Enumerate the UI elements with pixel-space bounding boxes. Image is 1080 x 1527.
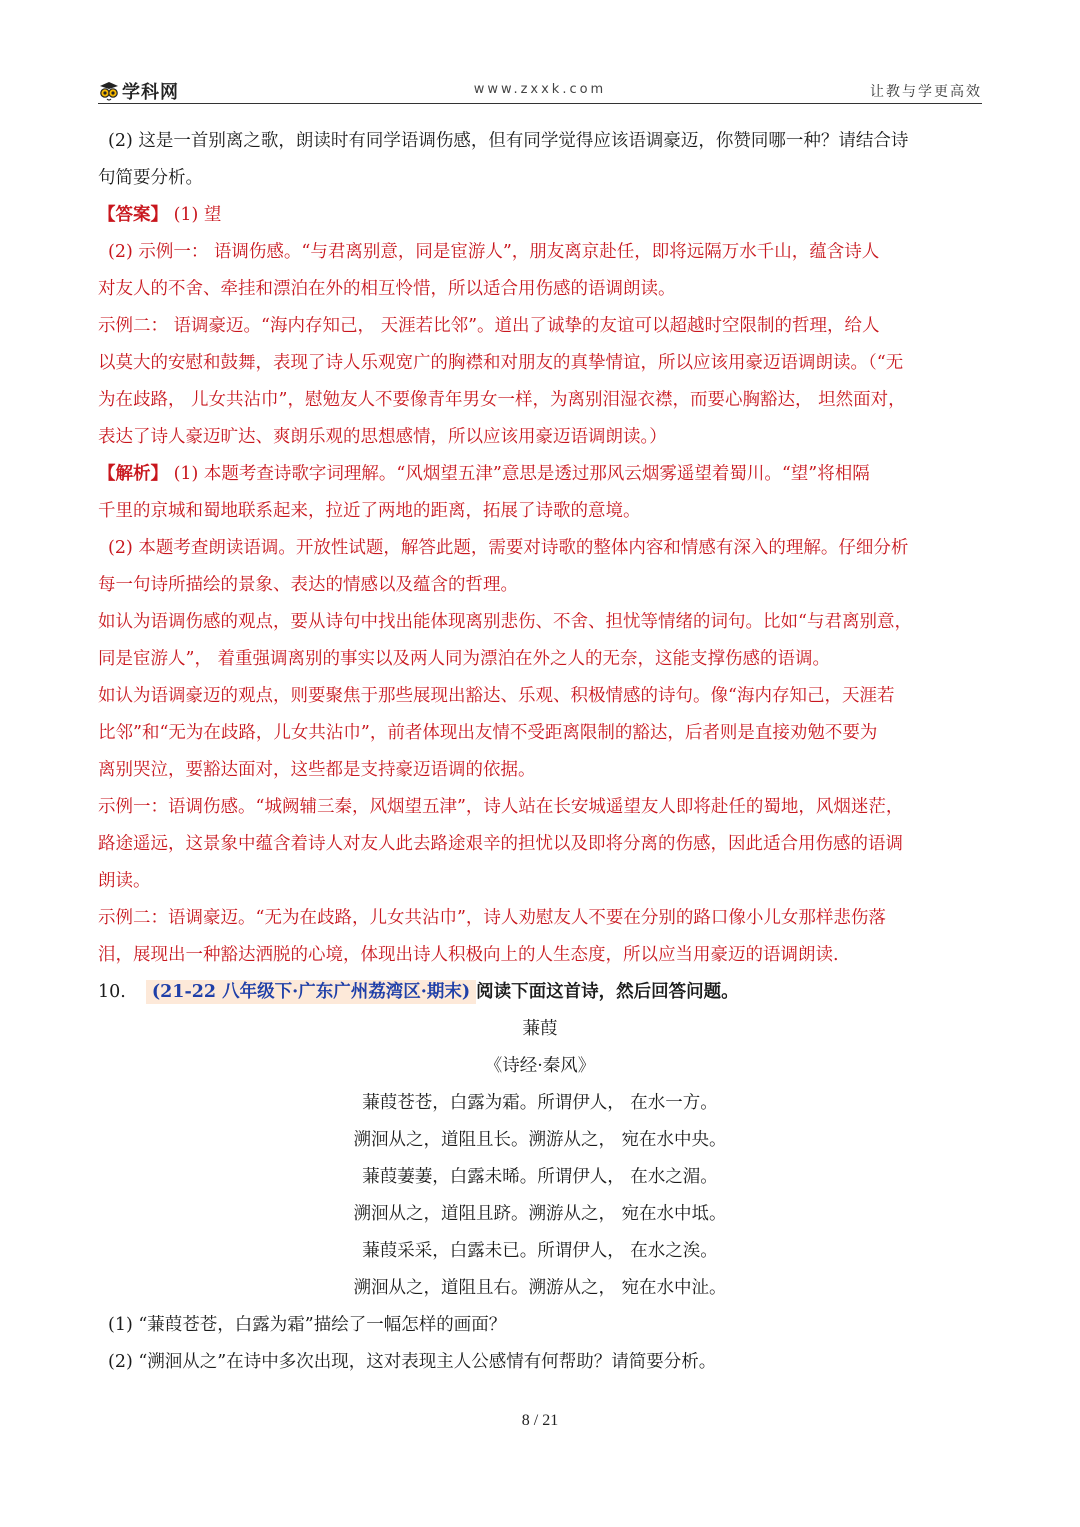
analysis-line: (2) 本题考查朗读语调。开放性试题，解答此题，需要对诗歌的整体内容和情感有深入的理解。仔细分析: [108, 538, 909, 558]
question-source-badge: (21-22 八年级下·广东广州荔湾区·期末): [146, 980, 476, 1004]
analysis-line: 路途遥远，这景象中蕴含着诗人对友人此去路途艰辛的担忧以及即将分离的伤感，因此适合用伤感的语调: [98, 834, 903, 854]
answer-line: 对友人的不舍、牵挂和漂泊在外的相互怜惜，所以适合用伤感的语调朗读。: [98, 279, 676, 299]
analysis-heading: [98, 456, 982, 493]
answer-line: 示例二： 语调豪迈。“海内存知己， 天涯若比邻”。道出了诚挚的友谊可以超越时空限制的哲理，给人: [98, 316, 880, 336]
answer-line: (2) 示例一： 语调伤感。“与君离别意，同是宦游人”，朋友离京赴任，即将远隔万水千山，蕴含诗人: [108, 242, 880, 262]
analysis-line: 如认为语调伤感的观点，要从诗句中找出能体现离别悲伤、不舍、担忧等情绪的词句。比如“与君离别意，: [98, 612, 912, 632]
logo-text: 学科网: [122, 82, 179, 103]
poem-line: 蒹葭苍苍，白露为霜。所谓伊人， 在水一方。: [362, 1093, 718, 1113]
analysis-line: 示例二：语调豪迈。“无为在歧路，儿女共沾巾”，诗人劝慰友人不要在分别的路口像小儿女那样悲伤落: [98, 908, 886, 928]
answer-part-1: (1) 望: [173, 205, 222, 225]
analysis-line: 泪，展现出一种豁达洒脱的心境，体现出诗人积极向上的人生态度，所以应当用豪迈的语调朗读.: [98, 945, 839, 965]
poem-line: 溯洄从之，道阻且长。溯游从之， 宛在水中央。: [353, 1130, 727, 1150]
sub-question-1: (1) “蒹葭苍苍，白露为霜”描绘了一幅怎样的画面？: [108, 1315, 507, 1335]
analysis-line: 比邻”和“无为在歧路，儿女共沾巾”，前者体现出友情不受距离限制的豁达，后者则是直接劝勉不要为: [98, 723, 878, 743]
analysis-line: 同是宦游人”， 着重强调离别的事实以及两人同为漂泊在外之人的无奈，这能支撑伤感的语调。: [98, 649, 831, 669]
header-slogan: 让教与学更高效: [870, 84, 982, 100]
analysis-line: 每一句诗所描绘的景象、表达的情感以及蕴含的哲理。: [98, 575, 518, 595]
page-content: [98, 123, 982, 1381]
answer-tag: 【答案】: [98, 205, 168, 225]
analysis-line: 朗读。: [98, 871, 151, 891]
page-number: 8 / 21: [521, 1412, 559, 1429]
question-prompt: 阅读下面这首诗，然后回答问题。: [476, 982, 739, 1002]
question-number: 10.: [98, 982, 126, 1002]
poem-title: 蒹葭: [522, 1019, 558, 1039]
answer-heading: [98, 197, 982, 234]
page-header: [98, 76, 982, 104]
analysis-line: (1) 本题考查诗歌字词理解。“风烟望五津”意思是透过那风云烟雾遥望着蜀川。“望”将相隔: [173, 464, 870, 484]
poem-line: 蒹葭萋萋，白露未晞。所谓伊人， 在水之湄。: [362, 1167, 718, 1187]
prev-question-2-line: 句简要分析。: [98, 168, 203, 188]
poem-line: 溯洄从之，道阻且右。溯游从之， 宛在水中沚。: [353, 1278, 727, 1298]
poem-line: 溯洄从之，道阻且跻。溯游从之， 宛在水中坻。: [353, 1204, 727, 1224]
prev-question-2-line: (2) 这是一首别离之歌，朗读时有同学语调伤感，但有同学觉得应该语调豪迈，你赞同哪一种？请结合诗: [108, 131, 909, 151]
answer-line: 为在歧路， 儿女共沾巾”，慰勉友人不要像青年男女一样，为离别泪湿衣襟，而要心胸豁达， 坦然面对，: [98, 390, 906, 410]
answer-line: 以莫大的安慰和鼓舞，表现了诗人乐观宽广的胸襟和对朋友的真挚情谊，所以应该用豪迈语调朗读。（“无: [98, 353, 904, 373]
sub-question-2: (2) “溯洄从之”在诗中多次出现，这对表现主人公感情有何帮助？请简要分析。: [108, 1352, 717, 1372]
analysis-line: 示例一：语调伤感。“城阙辅三秦，风烟望五津”，诗人站在长安城遥望友人即将赴任的蜀地，风烟迷茫，: [98, 797, 904, 817]
site-url[interactable]: www.zxxk.com: [473, 82, 607, 97]
header-divider: [98, 103, 982, 104]
poem-source: 《诗经·秦风》: [484, 1056, 596, 1076]
question-10: [98, 974, 982, 1011]
analysis-tag: 【解析】: [98, 464, 168, 484]
analysis-line: 离别哭泣，要豁达面对，这些都是支持豪迈语调的依据。: [98, 760, 536, 780]
analysis-line: 千里的京城和蜀地联系起来，拉近了两地的距离，拓展了诗歌的意境。: [98, 501, 641, 521]
poem-line: 蒹葭采采，白露未已。所谓伊人， 在水之涘。: [362, 1241, 718, 1261]
answer-line: 表达了诗人豪迈旷达、爽朗乐观的思想感情，所以应该用豪迈语调朗读。）: [98, 427, 667, 447]
analysis-line: 如认为语调豪迈的观点，则要聚焦于那些展现出豁达、乐观、积极情感的诗句。像“海内存知己，天涯若: [98, 686, 895, 706]
